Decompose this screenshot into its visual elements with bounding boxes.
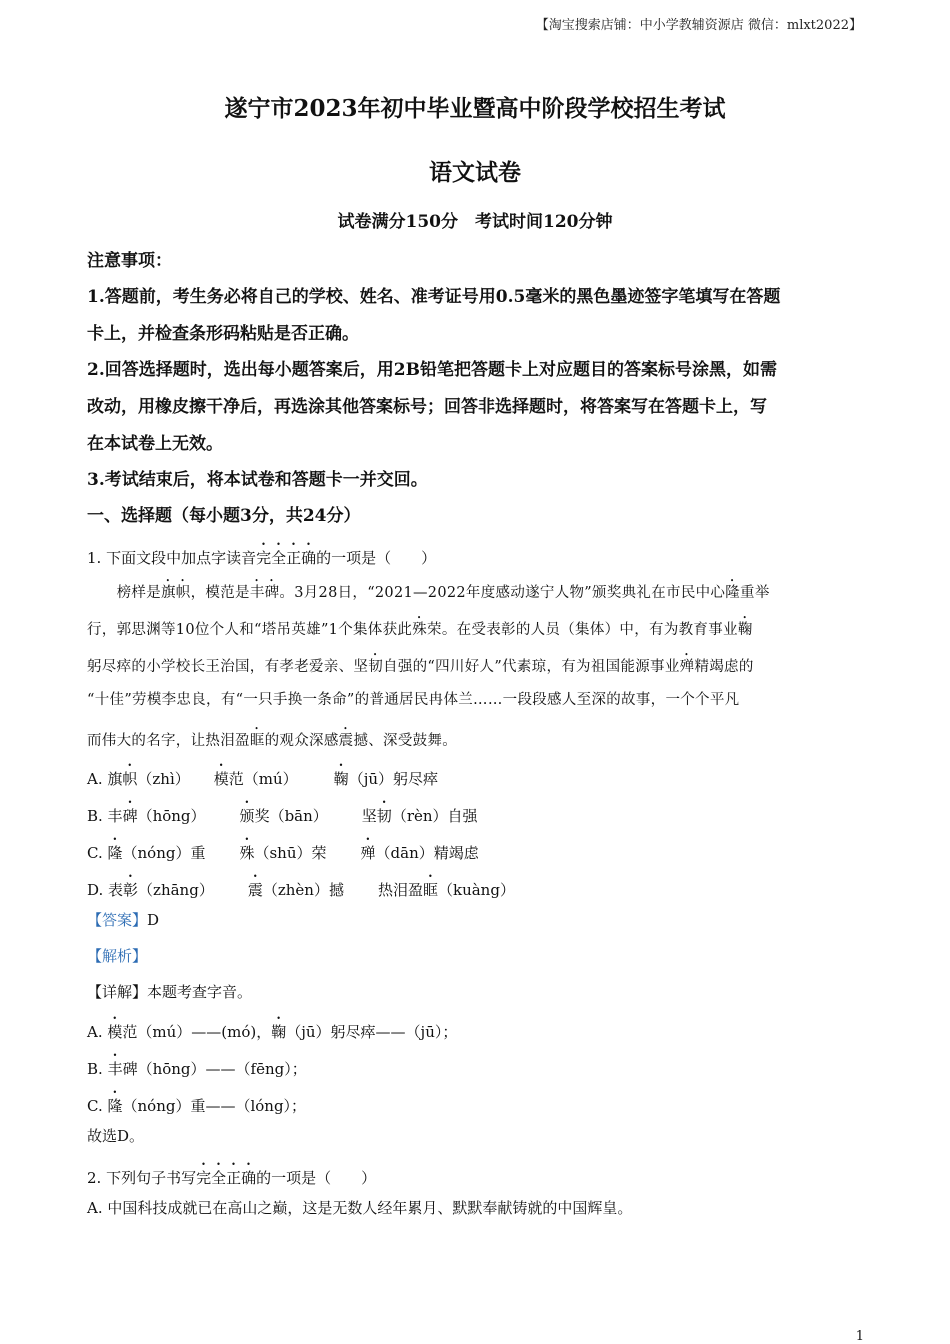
detail-line: 【详解】本题考查字音。 [87, 983, 253, 1001]
answer-value: D [147, 911, 160, 929]
notice-line-5: 在本试卷上无效。 [87, 434, 223, 454]
passage-line-5: 而伟大的名字，让热泪盈眶的观众深感震撼、深受鼓舞。 [87, 733, 458, 749]
explanation-c: C. 隆（nóng）重——（lóng）； [87, 1097, 307, 1115]
notice-heading: 注意事项： [87, 251, 172, 271]
emphasis-dots: 完全正确 [256, 549, 317, 567]
page-number: 1 [855, 1329, 864, 1344]
question-2-stem: 2. 下列句子书写完全正确的一项是（ ） [87, 1169, 377, 1187]
option-c: C. 隆（nóng）重 殊（shū）荣 殚（dān）精竭虑 [87, 844, 479, 862]
notice-line-3: 2.回答选择题时，选出每小题答案后，用2B铅笔把答题卡上对应题目的答案标号涂黑，如需 [87, 360, 777, 380]
header-note: 【淘宝搜索店铺：中小学教辅资源店 微信：mlxt2022】 [535, 18, 862, 33]
notice-line-1: 1.答题前，考生务必将自己的学校、姓名、准考证号用0.5毫米的黑色墨迹签字笔填写在答题 [87, 287, 781, 307]
passage-line-4: “十佳”劳模李忠良，有“一只手换一条命”的普通居民冉体兰……一段段感人至深的故事，一个个平凡 [87, 692, 740, 708]
question-2-option-a: A. 中国科技成就已在高山之巅，这是无数人经年累月、默默奉献铸就的中国辉皇。 [87, 1199, 633, 1217]
conclusion: 故选D。 [87, 1127, 145, 1145]
notice-line-2: 卡上，并检查条形码粘贴是否正确。 [87, 324, 359, 344]
explanation-a: A. 模范（mú）——(mó)，鞠（jū）躬尽瘁——（jū）； [87, 1023, 458, 1041]
analysis-label: 【解析】 [87, 947, 148, 965]
passage-line-2: 行，郭思渊等10位个人和“塔吊英雄”1个集体获此殊荣。在受表彰的人员（集体）中，有为教育事业鞠 [87, 622, 753, 638]
option-d: D. 表彰（zhāng） 震（zhèn）撼 热泪盈眶（kuàng） [87, 881, 515, 899]
question-1-stem: 1. 下面文段中加点字读音完全正确的一项是（ ） [87, 549, 437, 567]
explanation-b: B. 丰碑（hōng）——（fēng）； [87, 1060, 307, 1078]
passage-line-3: 躬尽瘁的小学校长王治国，有孝老爱亲、坚韧自强的“四川好人”代素琼，有为祖国能源事业殚精竭虑的 [87, 659, 754, 675]
exam-title: 遂宁市2023年初中毕业暨高中阶段学校招生考试 [224, 95, 726, 122]
answer-label: 【答案】 [87, 911, 148, 929]
passage-line-1: 榜样是旗帜，模范是丰碑。3月28日，“2021—2022年度感动遂宁人物”颁奖典礼在市民中心隆重举 [87, 585, 770, 601]
option-a: A. 旗帜（zhì） 模范（mú） 鞠（jū）躬尽瘁 [87, 770, 438, 788]
notice-line-6: 3.考试结束后，将本试卷和答题卡一并交回。 [87, 470, 428, 490]
exam-info: 试卷满分150分 考试时间120分钟 [337, 212, 613, 232]
notice-line-4: 改动，用橡皮擦干净后，再选涂其他答案标号；回答非选择题时，将答案写在答题卡上，写 [87, 397, 767, 417]
exam-subtitle: 语文试卷 [429, 159, 521, 186]
option-b: B. 丰碑（hōng） 颁奖（bān） 坚韧（rèn）自强 [87, 807, 478, 825]
section-heading: 一、选择题（每小题3分，共24分） [87, 506, 361, 526]
answer [87, 909, 159, 930]
